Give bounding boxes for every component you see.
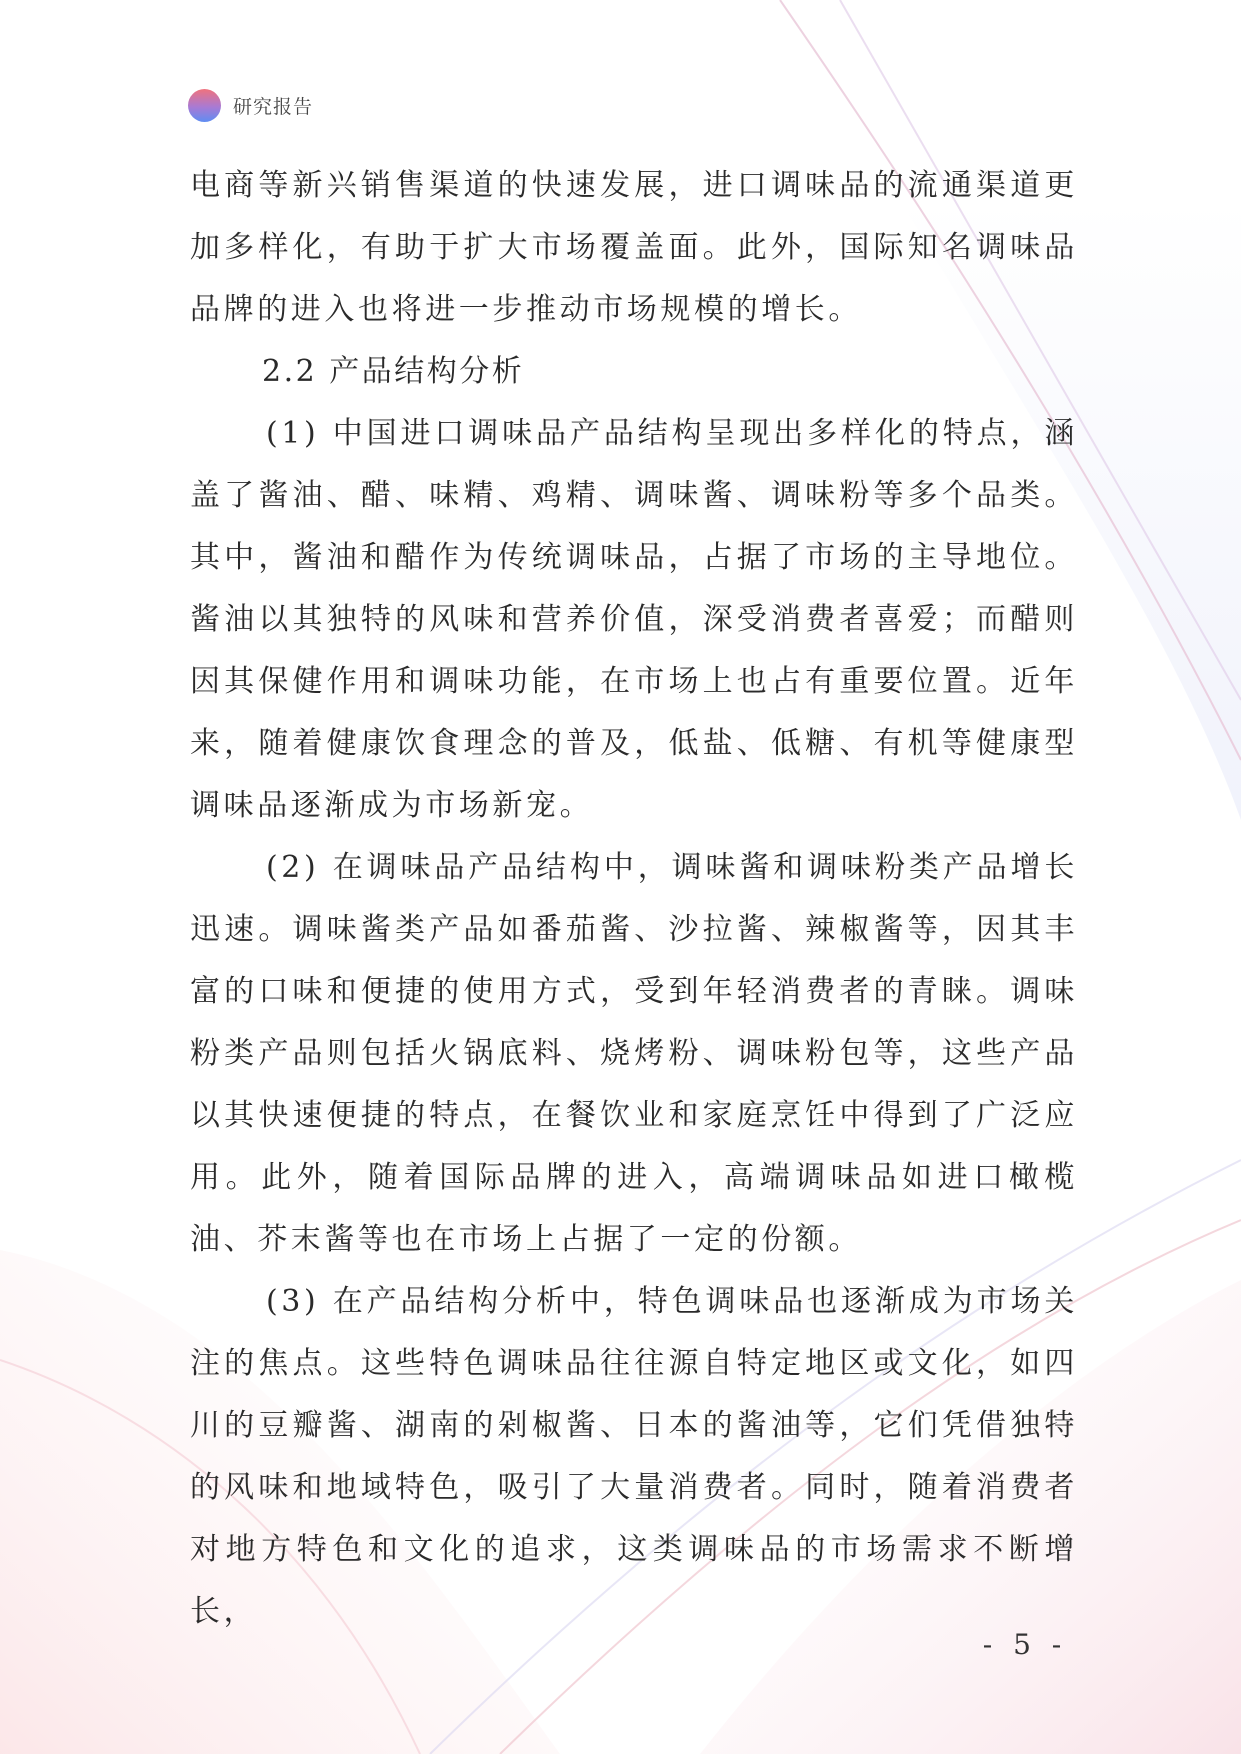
report-logo-icon (188, 89, 221, 122)
section-heading: 2.2 产品结构分析 (262, 354, 525, 389)
paragraph: (2) 在调味品产品结构中，调味酱和调味粉类产品增长迅速。调味酱类产品如番茄酱、沙拉酱、辣椒酱等，因其丰富的口味和便捷的使用方式，受到年轻消费者的青睐。调味粉类产品则包括火锅底料、烧烤粉、调味粉包等，这些产品以其快速便捷的特点，在餐饮业和家庭烹饪中得到了广泛应用。此外，随着国际品牌的进入，高端调味品如进口橄榄油、芥末酱等也在市场上占据了一定的份额。 (190, 850, 1078, 1257)
report-header (188, 88, 313, 122)
header-label: 研究报告 (233, 95, 314, 118)
paragraph: (3) 在产品结构分析中，特色调味品也逐渐成为市场关注的焦点。这些特色调味品往往源自特定地区或文化，如四川的豆瓣酱、湖南的剁椒酱、日本的酱油等，它们凭借独特的风味和地域特色，吸引了大量消费者。同时，随着消费者对地方特色和文化的追求，这类调味品的市场需求不断增长， (190, 1284, 1078, 1629)
paragraph: (1) 中国进口调味品产品结构呈现出多样化的特点，涵盖了酱油、醋、味精、鸡精、调味酱、调味粉等多个品类。其中，酱油和醋作为传统调味品，占据了市场的主导地位。酱油以其独特的风味和营养价值，深受消费者喜爱；而醋则因其保健作用和调味功能，在市场上也占有重要位置。近年来，随着健康饮食理念的普及，低盐、低糖、有机等健康型调味品逐渐成为市场新宠。 (190, 416, 1078, 823)
page-number: - 5 - (982, 1628, 1068, 1661)
paragraph-continuation: 电商等新兴销售渠道的快速发展，进口调味品的流通渠道更加多样化，有助于扩大市场覆盖面。此外，国际知名调味品品牌的进入也将进一步推动市场规模的增长。 (190, 168, 1078, 327)
document-body (190, 155, 1078, 1643)
